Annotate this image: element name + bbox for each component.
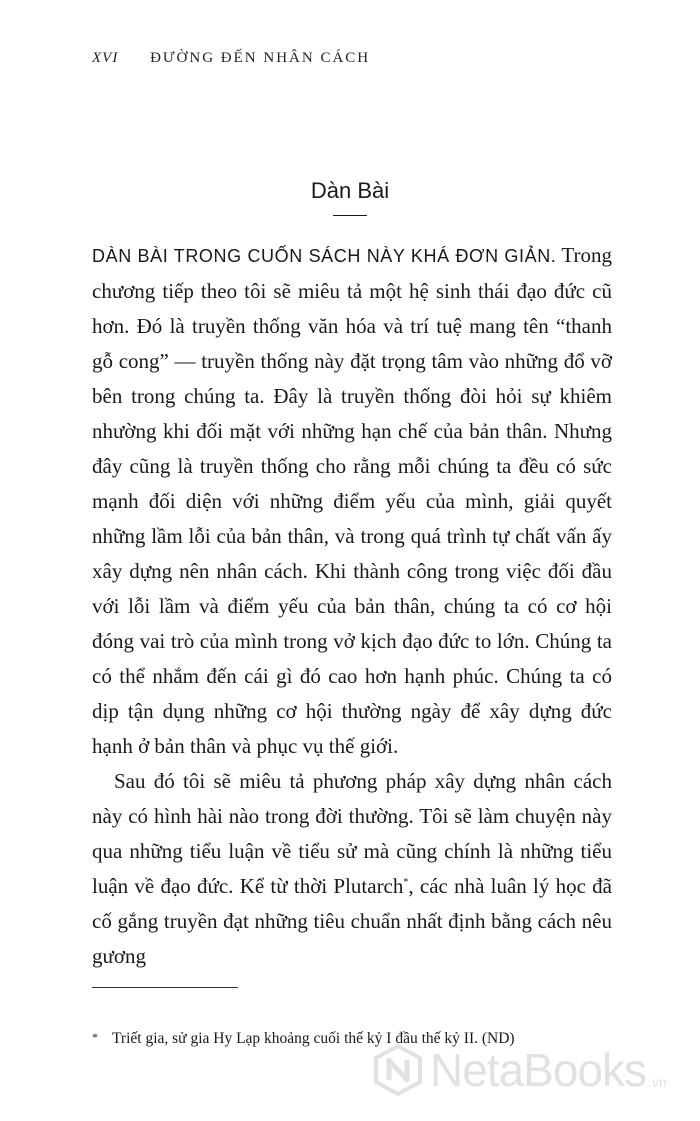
- watermark-suffix: .vn: [648, 1074, 667, 1090]
- footnote: [92, 1030, 622, 1048]
- paragraph-1: [92, 238, 612, 764]
- netabooks-logo-icon: [370, 1042, 426, 1098]
- chapter-title: Dàn Bài: [310, 178, 390, 203]
- page-number: XVI: [92, 50, 119, 66]
- running-title: ĐƯỜNG ĐẾN NHÂN CÁCH: [150, 50, 371, 66]
- footnote-text: Triết gia, sử gia Hy Lạp khoảng cuối thế kỷ I đầu thế kỷ II. (ND): [112, 1030, 515, 1047]
- lead-in-caps: DÀN BÀI TRONG CUỐN SÁCH NÀY KHÁ ĐƠN GIẢN.: [92, 246, 557, 266]
- body-text: [92, 238, 612, 974]
- watermark-text: NetaBooks: [430, 1044, 647, 1096]
- paragraph-2-text-after: , các nhà luân lý học đã cố gắng truyền đạt những tiêu chuẩn nhất định bằng cách nêu gương: [92, 874, 612, 968]
- footnote-rule: [92, 987, 238, 988]
- paragraph-2: [92, 764, 612, 974]
- paragraph-1-text: Trong chương tiếp theo tôi sẽ miêu tả một hệ sinh thái đạo đức cũ hơn. Đó là truyền thống văn hóa và trí tuệ mang tên “thanh gỗ cong” — truyền thống này đặt trọng tâm vào những đổ vỡ bên trong chúng ta. Đây là truyền thống đòi hỏi sự khiêm nhường khi đối mặt với những hạn chế của bản thân. Nhưng đây cũng là truyền thống cho rằng mỗi chúng ta đều có sức mạnh đối diện với những điểm yếu của mình, giải quyết những lầm lỗi của bản thân, và trong quá trình tự chất vấn ấy xây dựng nên nhân cách. Khi thành công trong việc đối đầu với lỗi lầm và điểm yếu của bản thân, chúng ta có cơ hội đóng vai trò của mình trong vở kịch đạo đức to lớn. Chúng ta có thể nhắm đến cái gì đó cao hơn hạnh phúc. Chúng ta có dịp tận dụng những cơ hội thường ngày để xây dựng đức hạnh ở bản thân và phục vụ thế giới.: [92, 243, 613, 758]
- title-underline: [333, 215, 367, 216]
- paragraph-2-text-before: Sau đó tôi sẽ miêu tả phương pháp xây dựng nhân cách này có hình hài nào trong đời thường. Tôi sẽ làm chuyện này qua những tiểu luận về tiểu sử mà cũng chính là những tiểu luận về đạo đức. Kể từ thời Plutarch: [92, 769, 612, 898]
- footnote-reference: *: [403, 877, 409, 888]
- running-header: [92, 50, 370, 67]
- footnote-marker: *: [92, 1030, 98, 1044]
